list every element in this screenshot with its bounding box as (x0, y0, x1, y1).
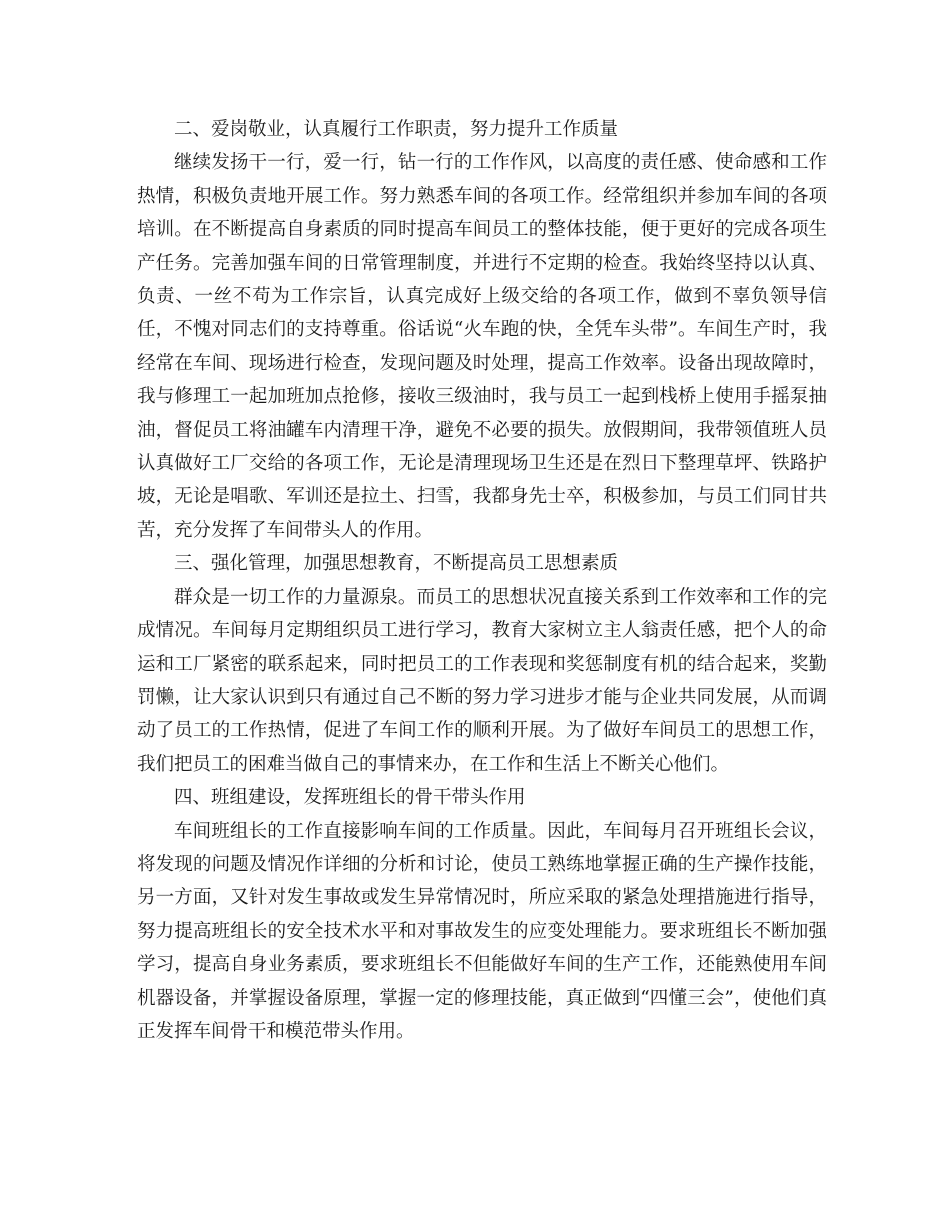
body-paragraph: 群众是一切工作的力量源泉。而员工的思想状况直接关系到工作效率和工作的完成情况。车间每月定期组织员工进行学习，教育大家树立主人翁责任感，把个人的命运和工厂紧密的联系起来，同时把员工的工作表现和奖惩制度有机的结合起来，奖勤罚懒，让大家认识到只有通过自己不断的努力学习进步才能与企业共同发展，从而调动了员工的工作热情，促进了车间工作的顺利开展。为了做好车间员工的思想工作，我们把员工的困难当做自己的事情来办，在工作和生活上不断关心他们。 (137, 586, 827, 775)
body-paragraph: 继续发扬干一行，爱一行，钻一行的工作作风，以高度的责任感、使命感和工作热情，积极负责地开展工作。努力熟悉车间的各项工作。经常组织并参加车间的各项培训。在不断提高自身素质的同时提高车间员工的整体技能，便于更好的完成各项生产任务。完善加强车间的日常管理制度，并进行不定期的检查。我始终坚持以认真、负责、一丝不苟为工作宗旨，认真完成好上级交给的各项工作，做到不辜负领导信任，不愧对同志们的支持尊重。俗话说“火车跑的快，全凭车头带”。车间生产时，我经常在车间、现场进行检查，发现问题及时处理，提高工作效率。设备出现故障时，我与修理工一起加班加点抢修，接收三级油时，我与员工一起到栈桥上使用手摇泵抽油，督促员工将油罐车内清理干净，避免不必要的损失。放假期间，我带领值班人员认真做好工厂交给的各项工作，无论是清理现场卫生还是在烈日下整理草坪、铁路护坡，无论是唱歌、军训还是拉土、扫雪，我都身先士卒，积极参加，与员工们同甘共苦，充分发挥了车间带头人的作用。 (137, 152, 827, 541)
section-heading-3: 三、强化管理，加强思想教育，不断提高员工思想素质 (174, 553, 619, 575)
section-heading-2: 二、爱岗敬业，认真履行工作职责，努力提升工作质量 (174, 119, 619, 140)
section-heading-4: 四、班组建设，发挥班组长的骨干带头作用 (174, 787, 526, 809)
body-paragraph: 车间班组长的工作直接影响车间的工作质量。因此，车间每月召开班组长会议，将发现的问题及情况作详细的分析和讨论，使员工熟练地掌握正确的生产操作技能，另一方面，又针对发生事故或发生异常情况时，所应采取的紧急处理措施进行指导，努力提高班组长的安全技术水平和对事故发生的应变处理能力。要求班组长不断加强学习，提高自身业务素质，要求班组长不但能做好车间的生产工作，还能熟使用车间机器设备，并掌握设备原理，掌握一定的修理技能，真正做到“四懂三会”，使他们真正发挥车间骨干和模范带头作用。 (137, 820, 827, 1042)
document-body (137, 113, 827, 1048)
